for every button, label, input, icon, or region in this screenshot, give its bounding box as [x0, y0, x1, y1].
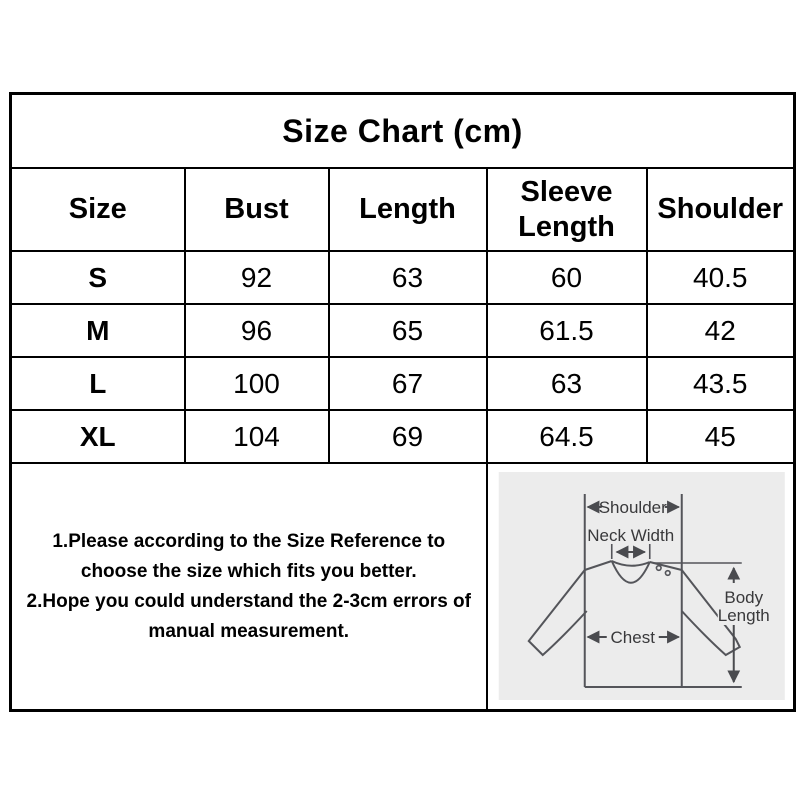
table-cell: 63	[487, 357, 647, 410]
diagram-cell	[487, 463, 795, 711]
note-line: manual measurement.	[148, 620, 350, 642]
size-chart-table	[9, 92, 796, 712]
table-cell: 92	[185, 251, 329, 304]
table-cell: 45	[647, 410, 795, 463]
notes-cell	[11, 463, 487, 711]
note-line: choose the size which fits you better.	[80, 560, 417, 582]
header-bust: Bust	[185, 168, 329, 251]
table-cell: 96	[185, 304, 329, 357]
table-cell: 42	[647, 304, 795, 357]
shoulder-arrow	[587, 498, 678, 517]
table-row-m	[11, 304, 795, 357]
table-cell: 64.5	[487, 410, 647, 463]
table-row-xl	[11, 410, 795, 463]
body-length-label-line2: Length	[717, 606, 770, 625]
table-cell: 43.5	[647, 357, 795, 410]
size-label: L	[11, 357, 185, 410]
footer-row	[11, 463, 795, 711]
garment-measurement-diagram	[488, 464, 794, 709]
note-line: 2.Hope you could understand the 2-3cm errors of	[26, 590, 471, 612]
table-cell: 40.5	[647, 251, 795, 304]
header-size: Size	[11, 168, 185, 251]
table-cell: 104	[185, 410, 329, 463]
header-shoulder: Shoulder	[647, 168, 795, 251]
table-cell: 61.5	[487, 304, 647, 357]
chest-label: Chest	[610, 628, 655, 647]
size-label: M	[11, 304, 185, 357]
table-cell: 100	[185, 357, 329, 410]
note-line: 1.Please according to the Size Reference to	[52, 530, 446, 552]
shoulder-label: Shoulder	[598, 498, 667, 517]
size-notes	[12, 527, 486, 647]
title-row	[11, 94, 795, 169]
chart-title: Size Chart (cm)	[11, 94, 795, 169]
header-length: Length	[329, 168, 487, 251]
header-row	[11, 168, 795, 251]
table-cell: 60	[487, 251, 647, 304]
header-sleeve-length: Sleeve Length	[487, 168, 647, 251]
table-cell: 63	[329, 251, 487, 304]
size-label: S	[11, 251, 185, 304]
table-row-s	[11, 251, 795, 304]
neck-width-label: Neck Width	[586, 526, 674, 545]
garment-diagram-svg	[488, 464, 794, 709]
table-row-l	[11, 357, 795, 410]
size-label: XL	[11, 410, 185, 463]
table-cell: 69	[329, 410, 487, 463]
body-length-label-line1: Body	[723, 588, 763, 607]
table-cell: 67	[329, 357, 487, 410]
table-cell: 65	[329, 304, 487, 357]
